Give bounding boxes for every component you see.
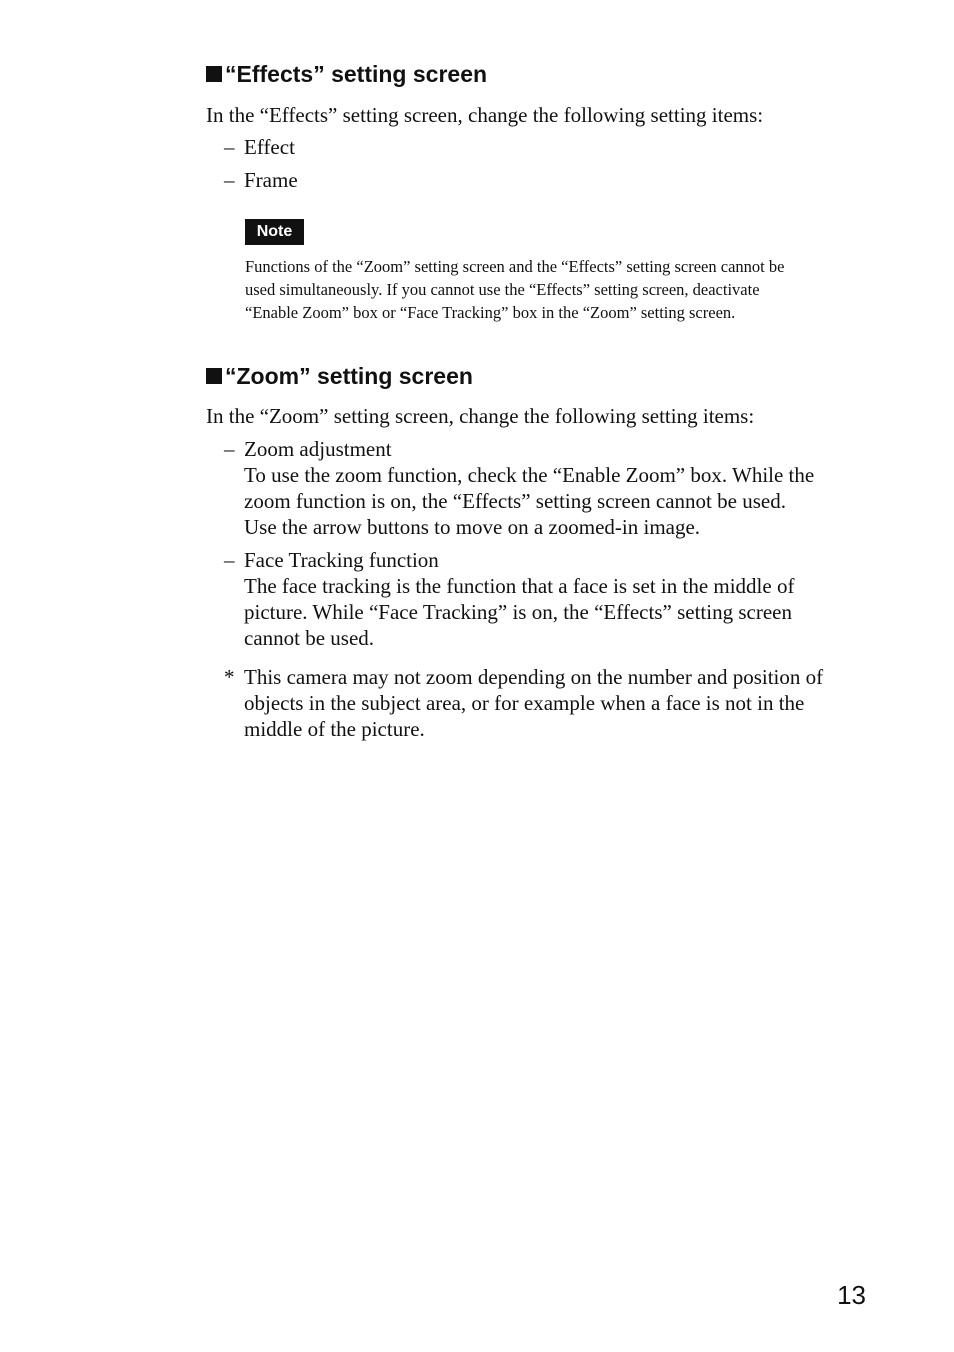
asterisk-marker: * (224, 665, 235, 689)
note-line: “Enable Zoom” box or “Face Tracking” box in the “Zoom” setting screen. (245, 303, 736, 322)
square-bullet-icon (206, 66, 222, 82)
dash-marker: – (224, 548, 235, 572)
footnote-line: objects in the subject area, or for example when a face is not in the (244, 691, 805, 715)
effects-heading-text: “Effects” setting screen (225, 61, 488, 87)
zoom-item-line: The face tracking is the function that a face is set in the middle of (244, 574, 795, 598)
zoom-item-title: Zoom adjustment (244, 437, 392, 461)
footnote-line: This camera may not zoom depending on the number and position of (244, 665, 824, 689)
note-label-badge: Note (245, 219, 304, 245)
zoom-item-body (244, 436, 814, 540)
zoom-intro-text: In the “Zoom” setting screen, change the following setting items: (206, 404, 755, 428)
zoom-item-body (244, 547, 794, 651)
zoom-item-line: To use the zoom function, check the “Enable Zoom” box. While the (244, 463, 815, 487)
effects-intro-text: In the “Effects” setting screen, change the following setting items: (206, 103, 764, 127)
dash-marker: – (224, 135, 235, 159)
zoom-item-title: Face Tracking function (244, 548, 439, 572)
note-text (245, 255, 784, 324)
footnote-line: middle of the picture. (244, 717, 425, 741)
dash-marker: – (224, 168, 235, 192)
square-bullet-icon (206, 368, 222, 384)
note-line: Functions of the “Zoom” setting screen and the “Effects” setting screen cannot be (245, 257, 785, 276)
dash-marker: – (224, 437, 235, 461)
effects-item-label: Frame (244, 168, 298, 192)
note-line: used simultaneously. If you cannot use the “Effects” setting screen, deactivate (245, 280, 760, 299)
zoom-section-heading (206, 362, 473, 390)
zoom-item-line: zoom function is on, the “Effects” setting screen cannot be used. (244, 489, 786, 513)
zoom-item-line: cannot be used. (244, 626, 375, 650)
zoom-item-line: Use the arrow buttons to move on a zoomed-in image. (244, 515, 701, 539)
effects-item-label: Effect (244, 135, 295, 159)
footnote-body (244, 664, 823, 742)
zoom-heading-text: “Zoom” setting screen (225, 363, 473, 389)
zoom-item-line: picture. While “Face Tracking” is on, the “Effects” setting screen (244, 600, 792, 624)
effects-section-heading (206, 60, 487, 88)
page-number: 13 (837, 1280, 866, 1310)
